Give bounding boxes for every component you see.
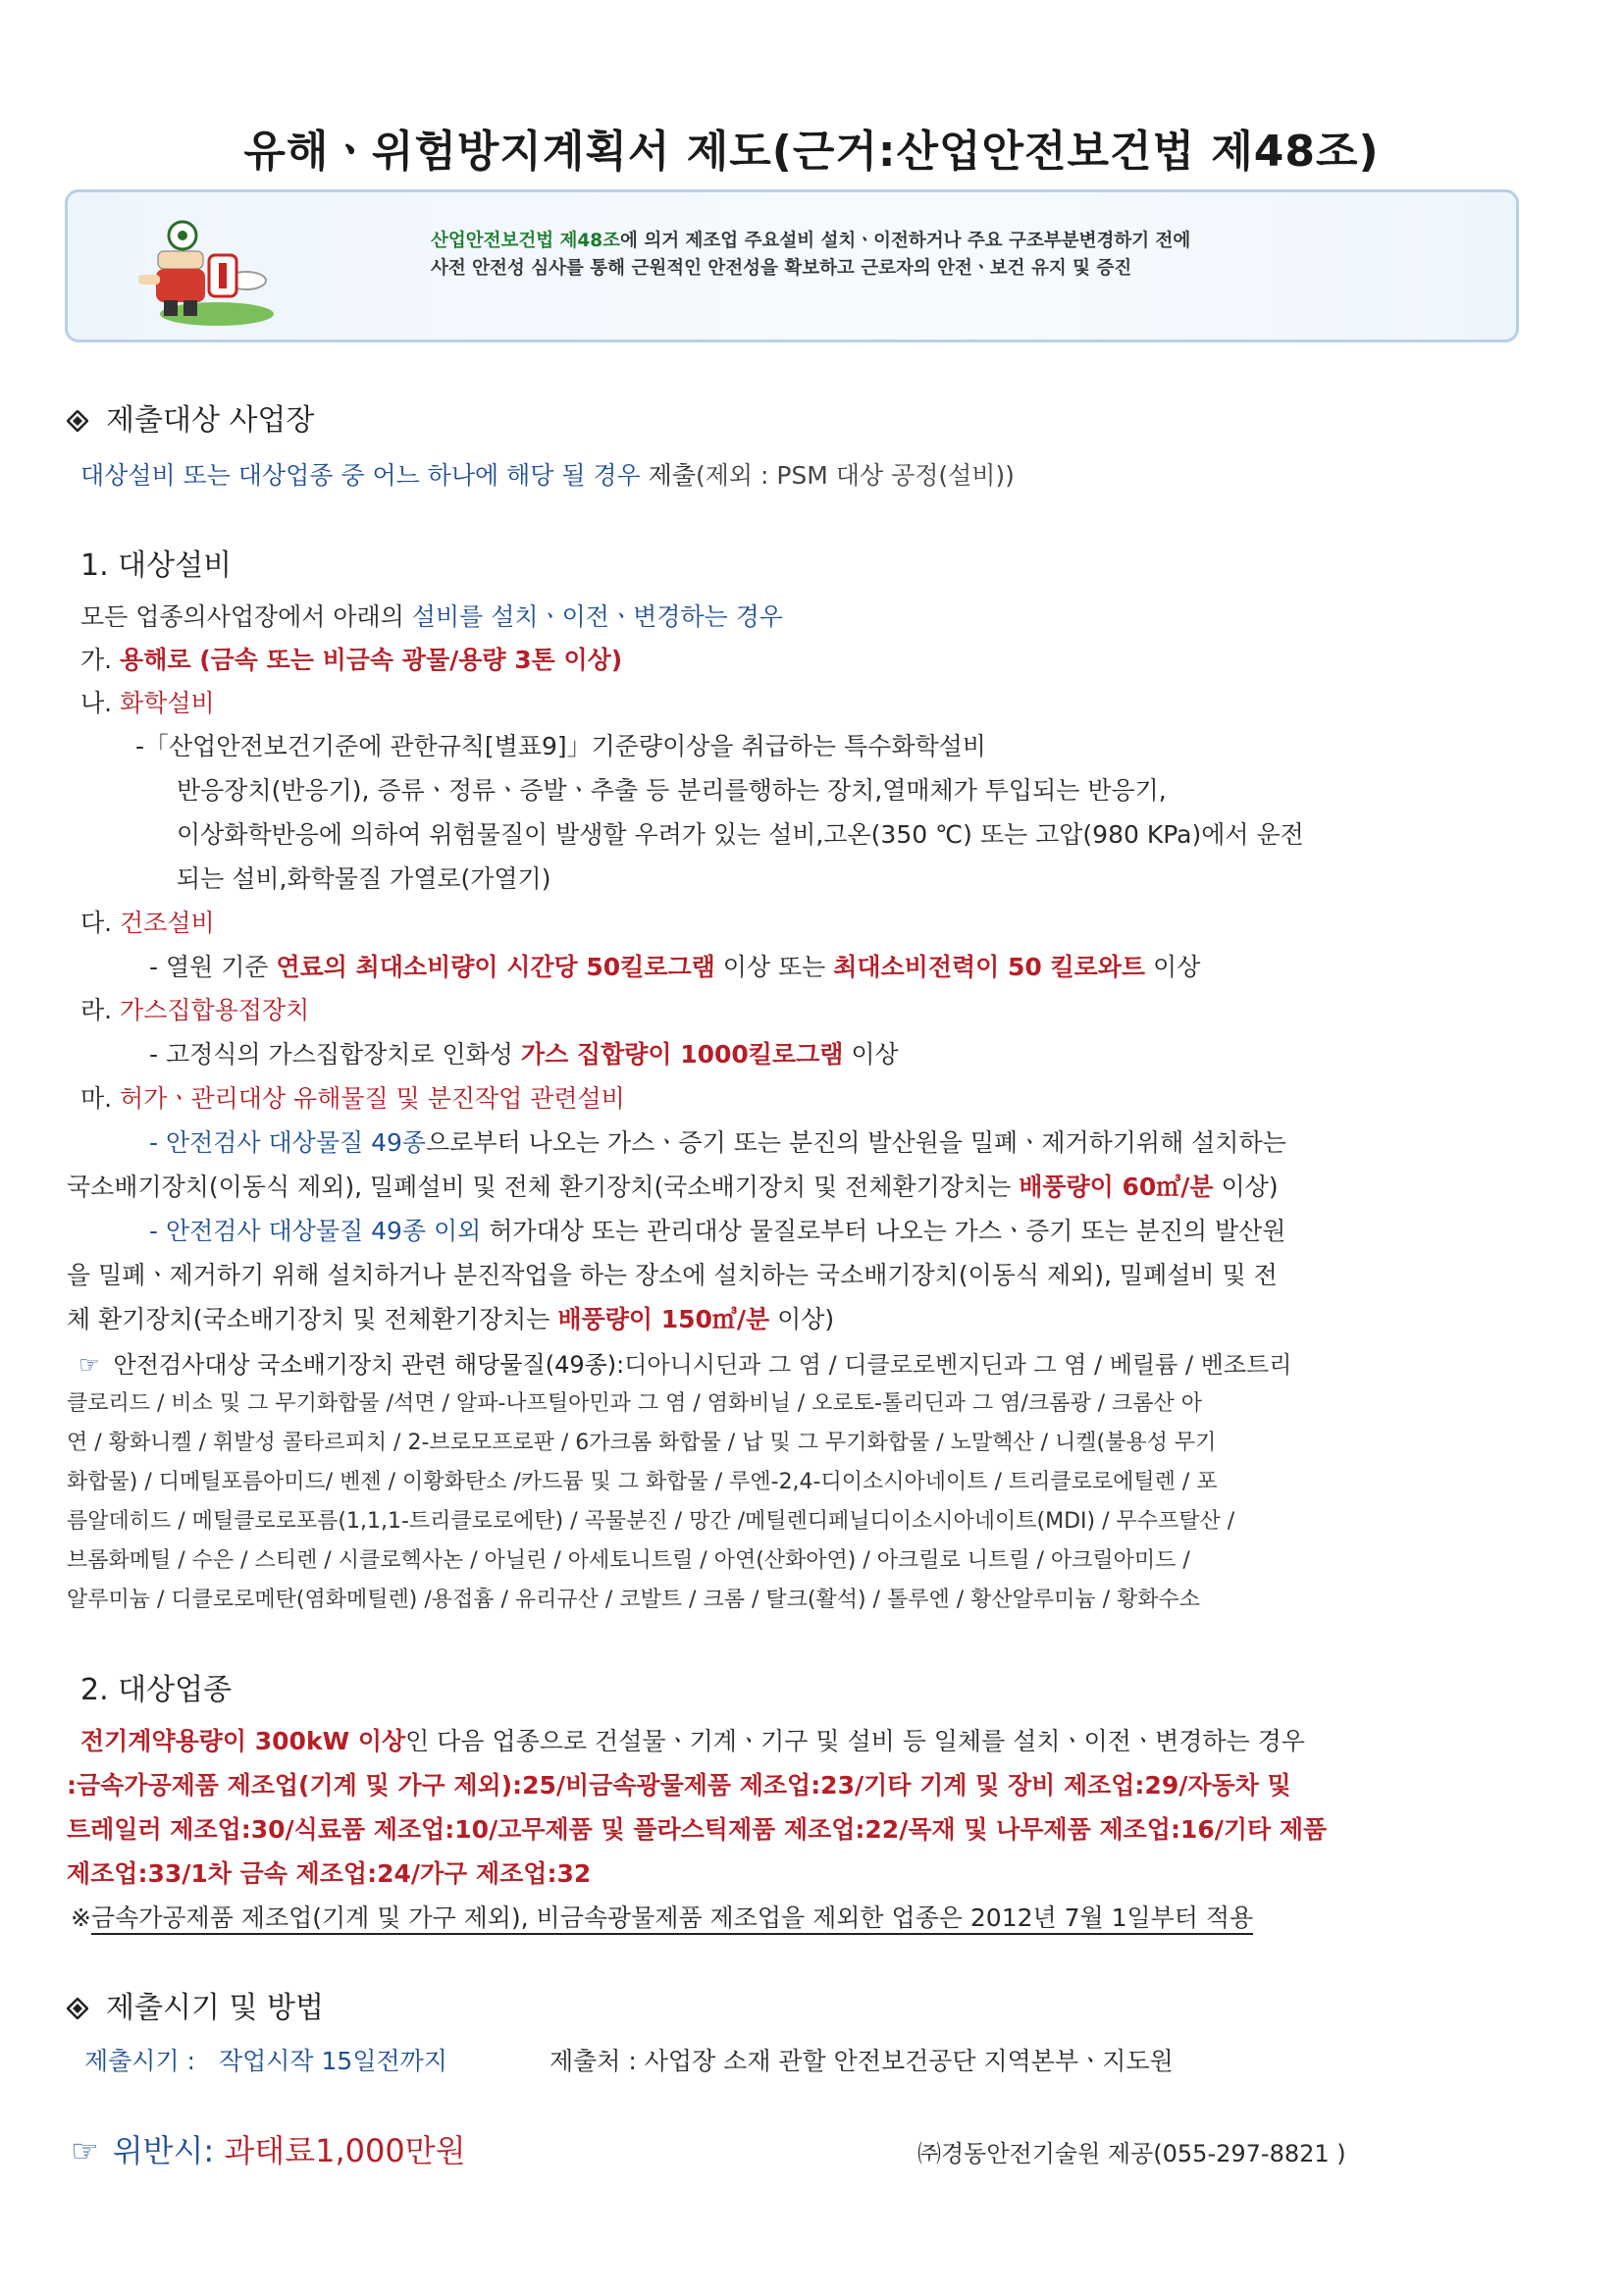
safety-mascot-illustration — [129, 212, 276, 328]
item-na-prefix: 나. — [80, 689, 121, 717]
item-na-line-2: 반응장치(반응기), 증류ㆍ정류ㆍ증발ㆍ추출 등 분리를행하는 장치,열매체가 투입되는 반응기, — [177, 776, 1167, 805]
ma-5b: 배풍량이 150㎥/분 — [557, 1305, 770, 1333]
item-na-line-1: -「산업안전보건기준에 관한규칙[별표9]」기준량이상을 취급하는 특수화학설비 — [135, 732, 986, 760]
banner-line-1-rest: 에 의거 제조업 주요설비 설치ㆍ이전하거나 주요 구조부분변경하기 전에 — [620, 231, 1191, 251]
da-1b: 연료의 최대소비량이 시간당 50킬로그램 — [276, 953, 715, 981]
item-ma — [80, 1082, 625, 1116]
banner-line-1 — [431, 228, 1190, 255]
submission-timing — [84, 2045, 447, 2078]
subheading-facilities: 1. 대상설비 — [80, 548, 233, 583]
item-na-line-3: 이상화학반응에 의하여 위험물질이 발생할 우려가 있는 설비,고온(350 ℃) 또는 고압(980 KPa)에서 운전 — [177, 820, 1304, 849]
ma-2a: 국소배기장치(이동식 제외), 밀폐설비 및 전체 환기장치(국소배기장치 및 전체환기장치는 — [67, 1173, 1020, 1201]
industries-line-1a: 전기계약용량이 300kW 이상 — [80, 1727, 406, 1755]
banner-text — [431, 228, 1190, 283]
violation-value: 과태료1,000만원 — [224, 2132, 466, 2169]
industries-note — [71, 1902, 1253, 1935]
submission-target-intro — [80, 459, 1015, 493]
industries-line-2: :금속가공제품 제조업(기계 및 가구 제외):25/비금속광물제품 제조업:23/기타 기계 및 장비 제조업:29/자동차 및 — [67, 1771, 1291, 1800]
ma-3c: 허가대상 또는 관리대상 물질로부터 나오는 가스ㆍ증기 또는 분진의 발산원 — [481, 1217, 1286, 1245]
da-1d: 최대소비전력이 50 킬로와트 — [833, 953, 1146, 981]
diamond-bullet-icon — [67, 410, 88, 432]
item-ra-line-1 — [149, 1038, 899, 1071]
substance-line-1: 디아니시딘과 그 염 / 디클로로벤지딘과 그 염 / 베릴륨 / 벤조트리 — [624, 1351, 1292, 1379]
section-heading-submission-method — [67, 1992, 324, 2025]
da-1c: 이상 또는 — [714, 953, 834, 981]
ma-5a: 체 환기장치(국소배기장치 및 전체환기장치는 — [67, 1305, 558, 1333]
item-ma-text: 허가ㆍ관리대상 유해물질 및 분진작업 관련설비 — [120, 1084, 625, 1113]
substance-line-2: 클로리드 / 비소 및 그 무기화합물 /석면 / 알파-나프틸아민과 그 염 / 염화비닐 / 오로토-톨리딘과 그 염/크롬광 / 크롬산 아 — [67, 1391, 1202, 1416]
da-1a: - 열원 기준 — [149, 953, 277, 981]
item-ga-prefix: 가. — [80, 646, 121, 674]
intro-exclusion: (제외 : PSM 대상 공정(설비)) — [695, 461, 1015, 490]
diamond-bullet-icon — [67, 1998, 88, 2019]
timing-value: 작업시작 15일전까지 — [218, 2047, 447, 2075]
ma-2c: 이상) — [1213, 1173, 1279, 1201]
ra-1a: - 고정식의 가스집합장치로 인화성 — [149, 1040, 521, 1069]
item-na-text: 화학설비 — [120, 689, 215, 717]
intro-condition: 대상설비 또는 대상업종 중 어느 하나에 해당 될 경우 — [80, 461, 641, 490]
banner-line-2: 사전 안전성 심사를 통해 근원적인 안전성을 확보하고 근로자의 안전ㆍ보건 유지 및 증진 — [431, 258, 1132, 279]
intro-banner — [65, 189, 1519, 342]
note-mark: ※ — [71, 1904, 91, 1932]
facilities-intro-a: 모든 업종의사업장에서 아래의 — [80, 602, 412, 631]
industries-line-4: 제조업:33/1차 금속 제조업:24/가구 제조업:32 — [67, 1859, 592, 1888]
industries-line-1b: 인 다음 업종으로 건설물ㆍ기계ㆍ기구 및 설비 등 일체를 설치ㆍ이전ㆍ변경하는 경우 — [405, 1727, 1305, 1755]
pointing-hand-icon: ☞ — [79, 1351, 100, 1379]
ma-5c: 이상) — [769, 1305, 835, 1333]
substance-line-7: 알루미늄 / 디클로로메탄(염화메틸렌) /용접흄 / 유리규산 / 코발트 / 크롬 / 탈크(활석) / 톨루엔 / 황산알루미늄 / 황화수소 — [67, 1588, 1201, 1612]
item-na — [80, 687, 215, 720]
violation-label: 위반시: — [112, 2132, 225, 2169]
submission-destination: 제출처 : 사업장 소재 관할 안전보건공단 지역본부ㆍ지도원 — [550, 2047, 1174, 2075]
banner-law-highlight: 산업안전보건법 제48조 — [431, 231, 621, 251]
item-ra-prefix: 라. — [80, 996, 121, 1024]
ma-1c: 으로부터 나오는 가스ㆍ증기 또는 분진의 발산원을 밀폐ㆍ제거하기위해 설치하는 — [426, 1128, 1286, 1157]
item-ma-prefix: 마. — [80, 1084, 121, 1113]
substance-line-3: 연 / 황화니켈 / 휘발성 콜타르피치 / 2-브로모프로판 / 6가크롬 화합물 / 납 및 그 무기화합물 / 노말헥산 / 니켈(불용성 무기 — [67, 1431, 1217, 1455]
substance-line-5: 름알데히드 / 메틸클로로포름(1,1,1-트리클로로에탄) / 곡물분진 / 망간 /메틸렌디페닐디이소시아네이트(MDI) / 무수프탈산 / — [67, 1509, 1235, 1534]
item-ma-line-2 — [67, 1171, 1279, 1204]
timing-label: 제출시기 : — [84, 2047, 195, 2075]
section-heading-text: 제출대상 사업장 — [106, 403, 315, 438]
substance-title-text: 안전검사대상 국소배기장치 관련 해당물질(49종): — [113, 1351, 625, 1379]
section-heading-text-2: 제출시기 및 방법 — [106, 1991, 324, 2025]
substance-line-4: 화합물) / 디메틸포름아미드/ 벤젠 / 이황화탄소 /카드뮴 및 그 화합물 / 루엔-2,4-디이소시아네이트 / 트리클로로에틸렌 / 포 — [67, 1470, 1218, 1494]
subheading-industries: 2. 대상업종 — [80, 1673, 233, 1707]
item-ma-line-3 — [149, 1215, 1285, 1248]
facilities-intro — [80, 600, 783, 634]
ra-1c: 이상 — [843, 1040, 899, 1069]
pointing-hand-icon-2: ☞ — [71, 2132, 99, 2169]
ma-3b: 안전검사 대상물질 49종 이외 — [165, 1217, 482, 1245]
da-1e: 이상 — [1145, 953, 1201, 981]
item-ma-line-4: 을 밀폐ㆍ제거하기 위해 설치하거나 분진작업을 하는 장소에 설치하는 국소배기장치(이동식 제외), 밀폐설비 및 전 — [67, 1261, 1278, 1289]
industries-line-3: 트레일러 제조업:30/식료품 제조업:10/고무제품 및 플라스틱제품 제조업:22/목재 및 나무제품 제조업:16/기타 제품 — [67, 1815, 1328, 1844]
industries-line-1 — [80, 1725, 1305, 1758]
item-da-line-1 — [149, 951, 1200, 984]
ma-1a: - — [149, 1128, 166, 1157]
item-ra-text: 가스집합용접장치 — [120, 996, 310, 1024]
substance-line-6: 브롬화메틸 / 수은 / 스티렌 / 시클로헥사논 / 아닐린 / 아세토니트릴 / 아연(산화아연) / 아크릴로 니트릴 / 아크릴아미드 / — [67, 1548, 1190, 1573]
ma-2b: 배풍량이 60㎥/분 — [1019, 1173, 1214, 1201]
ra-1b: 가스 집합량이 1000킬로그램 — [520, 1040, 844, 1069]
item-ga-text: 용해로 (금속 또는 비금속 광물/용량 3톤 이상) — [120, 646, 623, 674]
item-da — [80, 907, 215, 940]
item-ga — [80, 644, 622, 677]
facilities-intro-b: 설비를 설치ㆍ이전ㆍ변경하는 경우 — [411, 602, 783, 631]
item-ra — [80, 994, 309, 1027]
intro-submit: 제출 — [640, 461, 696, 490]
item-da-text: 건조설비 — [120, 909, 215, 937]
item-da-prefix: 다. — [80, 909, 121, 937]
ma-1b: 안전검사 대상물질 49종 — [165, 1128, 427, 1157]
note-text: 금속가공제품 제조업(기계 및 가구 제외), 비금속광물제품 제조업을 제외한 업종은 2012년 7월 1일부터 적용 — [91, 1904, 1253, 1935]
substance-list-title — [79, 1348, 1291, 1382]
violation-notice — [71, 2129, 466, 2172]
provider-credit: ㈜경동안전기술원 제공(055-297-8821 ) — [917, 2140, 1346, 2167]
page-title: 유해ㆍ위험방지계획서 제도(근거:산업안전보건법 제48조) — [243, 127, 1380, 177]
ma-3a: - — [149, 1217, 166, 1245]
item-ma-line-5 — [67, 1303, 834, 1336]
item-na-line-4: 되는 설비,화학물질 가열로(가열기) — [177, 864, 551, 893]
section-heading-submission-target — [67, 404, 314, 438]
item-ma-line-1 — [149, 1126, 1286, 1160]
